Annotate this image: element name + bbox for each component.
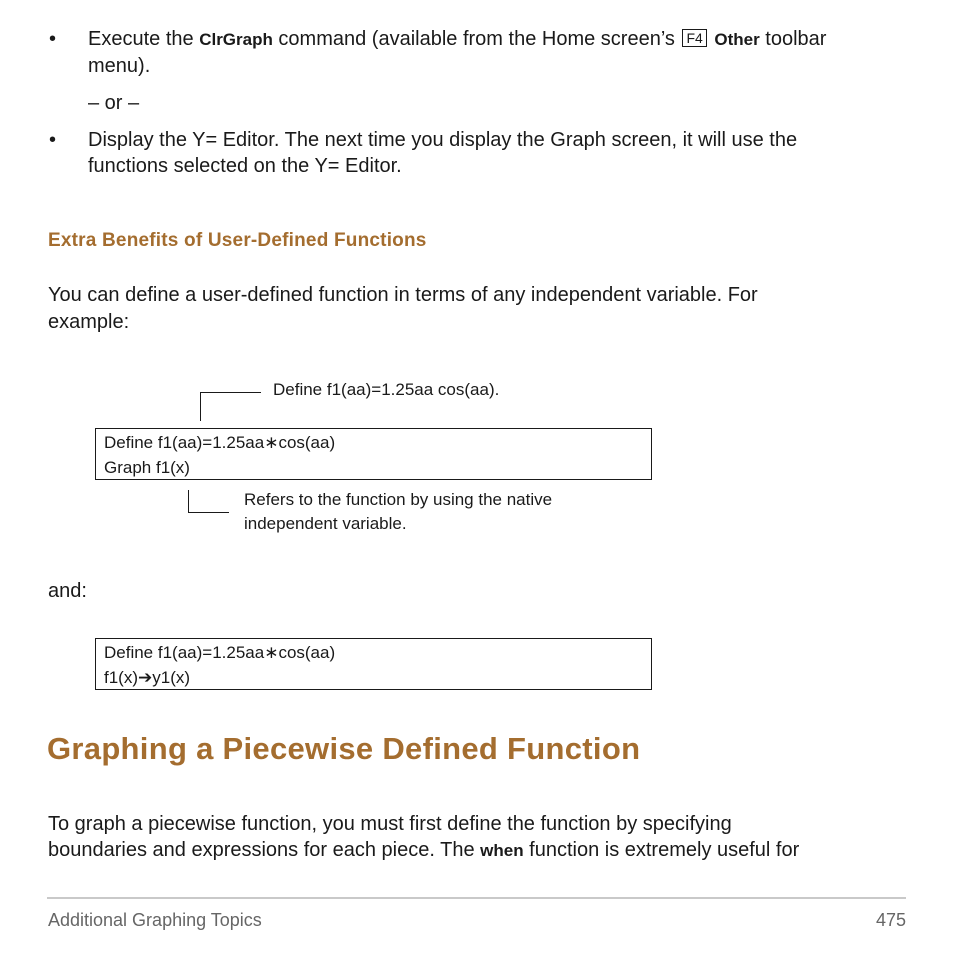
bullet-2-line-1: Display the Y= Editor. The next time you display the Graph screen, it will use the	[88, 129, 798, 151]
clrgraph-keyword: ClrGraph	[199, 30, 273, 49]
callout-line-horizontal	[188, 512, 229, 513]
when-keyword: when	[480, 841, 524, 860]
callout-top-text: Define f1(aa)=1.25aa cos(aa).	[273, 380, 500, 399]
footer-title: Additional Graphing Topics	[48, 910, 262, 930]
code-line: Define f1(aa)=1.25aa∗cos(aa)	[104, 643, 336, 662]
bullet-marker: •	[49, 129, 57, 151]
section-heading: Extra Benefits of User-Defined Functions	[48, 230, 427, 251]
bullet-1-text-pre: Execute the	[88, 28, 200, 50]
footer-rule	[47, 897, 906, 899]
callout-line-vertical	[188, 490, 189, 512]
other-keyword: Other	[714, 30, 760, 49]
or-separator: – or –	[88, 92, 140, 114]
callout-line-vertical	[200, 392, 201, 421]
intro-line-2: example:	[48, 311, 130, 333]
callout-bottom-line-1: Refers to the function by using the native	[244, 490, 553, 509]
closing-text-post: function is extremely useful for	[523, 839, 800, 861]
code-text: f1(x)	[104, 668, 138, 687]
closing-line-1: To graph a piecewise function, you must first define the function by specifying	[48, 813, 732, 835]
code-box-example-2	[95, 638, 652, 690]
bullet-1-text-post: toolbar	[759, 28, 827, 50]
code-line: Graph f1(x)	[104, 458, 190, 477]
bullet-1-line-1	[88, 26, 826, 53]
bullet-2-line-2: functions selected on the Y= Editor.	[88, 155, 402, 177]
bullet-marker: •	[49, 28, 57, 50]
store-arrow-icon: ➔	[138, 668, 153, 687]
code-line	[104, 665, 643, 690]
page-number: 475	[875, 910, 906, 930]
closing-line-2	[48, 837, 799, 864]
chapter-heading: Graphing a Piecewise Defined Function	[47, 731, 641, 766]
code-box-example-1	[95, 428, 652, 480]
intro-line-1: You can define a user-defined function in terms of any independent variable. For	[48, 284, 758, 306]
code-text: y1(x)	[152, 668, 191, 687]
bullet-1-text-mid: command (available from the Home screen’s	[272, 28, 681, 50]
bullet-1-line-2: menu).	[88, 55, 151, 77]
callout-bottom-line-2: independent variable.	[244, 514, 407, 533]
and-label: and:	[48, 580, 87, 602]
callout-line-horizontal	[200, 392, 261, 393]
closing-text-pre: boundaries and expressions for each piece. The	[48, 839, 481, 861]
code-line: Define f1(aa)=1.25aa∗cos(aa)	[104, 433, 336, 452]
f4-key-icon: F4	[682, 29, 706, 47]
